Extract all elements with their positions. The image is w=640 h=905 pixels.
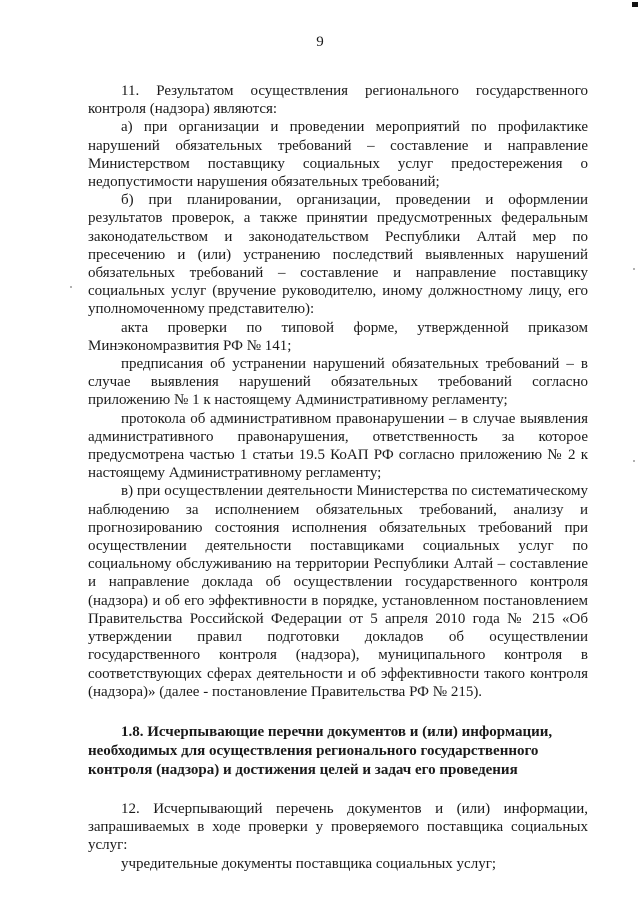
document-body (88, 82, 588, 873)
paragraph-order: предписания об устранении нарушений обязательных требований – в случае выявления нарушений обязательных требований согласно приложению № 1 к настоящему Административному регламенту; (88, 356, 588, 409)
section-heading: 1.8. Исчерпывающие перечни документов и (или) информации, необходимых для осуществления регионального государственного контроля (надзора) и достижения целей и задач его проведения (88, 723, 553, 778)
paragraph-11-a: а) при организации и проведении мероприятий по профилактике нарушений обязательных требований – составление и направление Министерством поставщику социальных услуг предостережения о недопустимости нарушения обязательных требований; (88, 119, 588, 191)
paragraph-protocol: протокола об административном правонарушении – в случае выявления административного правонарушения, ответственность за которое предусмотрена частью 1 статьи 19.5 КоАП РФ согласно приложению № 2 к настоящему Административному регламенту; (88, 410, 588, 482)
scan-speck (633, 268, 635, 270)
paragraph-11: 11. Результатом осуществления регионального государственного контроля (надзора) являются: (88, 83, 588, 118)
scan-speck (633, 460, 635, 462)
scan-speck (70, 286, 72, 288)
page-number: 9 (316, 34, 324, 50)
paragraph-11-v: в) при осуществлении деятельности Министерства по систематическому наблюдению за исполнением обязательных требований, анализу и прогнозированию состояния исполнения обязательных требований при осуществлении деятельности поставщиками социальных услуг по социальному обслуживанию на территории Республики Алтай – составление и направление доклада об осуществлении государственного контроля (надзора) и об его эффективности в порядке, установленном постановлением Правительства Российской Федерации от 5 апреля 2010 года № 215 «Об утверждении правил подготовки докладов об осуществлении государственного контроля (надзора), муниципального контроля в соответствующих сферах деятельности и об эффективности такого контроля (надзора)» (далее - постановление Правительства РФ № 215). (88, 483, 588, 700)
paragraph-act: акта проверки по типовой форме, утвержденной приказом Минэкономразвития РФ № 141; (88, 319, 588, 354)
scan-marker (632, 2, 638, 7)
paragraph-founding-docs: учредительные документы поставщика социальных услуг; (121, 855, 497, 872)
paragraph-12: 12. Исчерпывающий перечень документов и (или) информации, запрашиваемых в ходе проверки у проверяемого поставщика социальных услуг: (88, 800, 588, 854)
paragraph-11-b: б) при планировании, организации, проведении и оформлении результатов проверок, а также принятии предусмотренных федеральным законодательством и законодательством Республики Алтай мер по пресечению и (или) устранению последствий выявленных нарушений обязательных требований – составление и направление поставщику социальных услуг (вручение руководителю, иному должностному лицу, его уполномоченному представителю): (88, 192, 588, 318)
